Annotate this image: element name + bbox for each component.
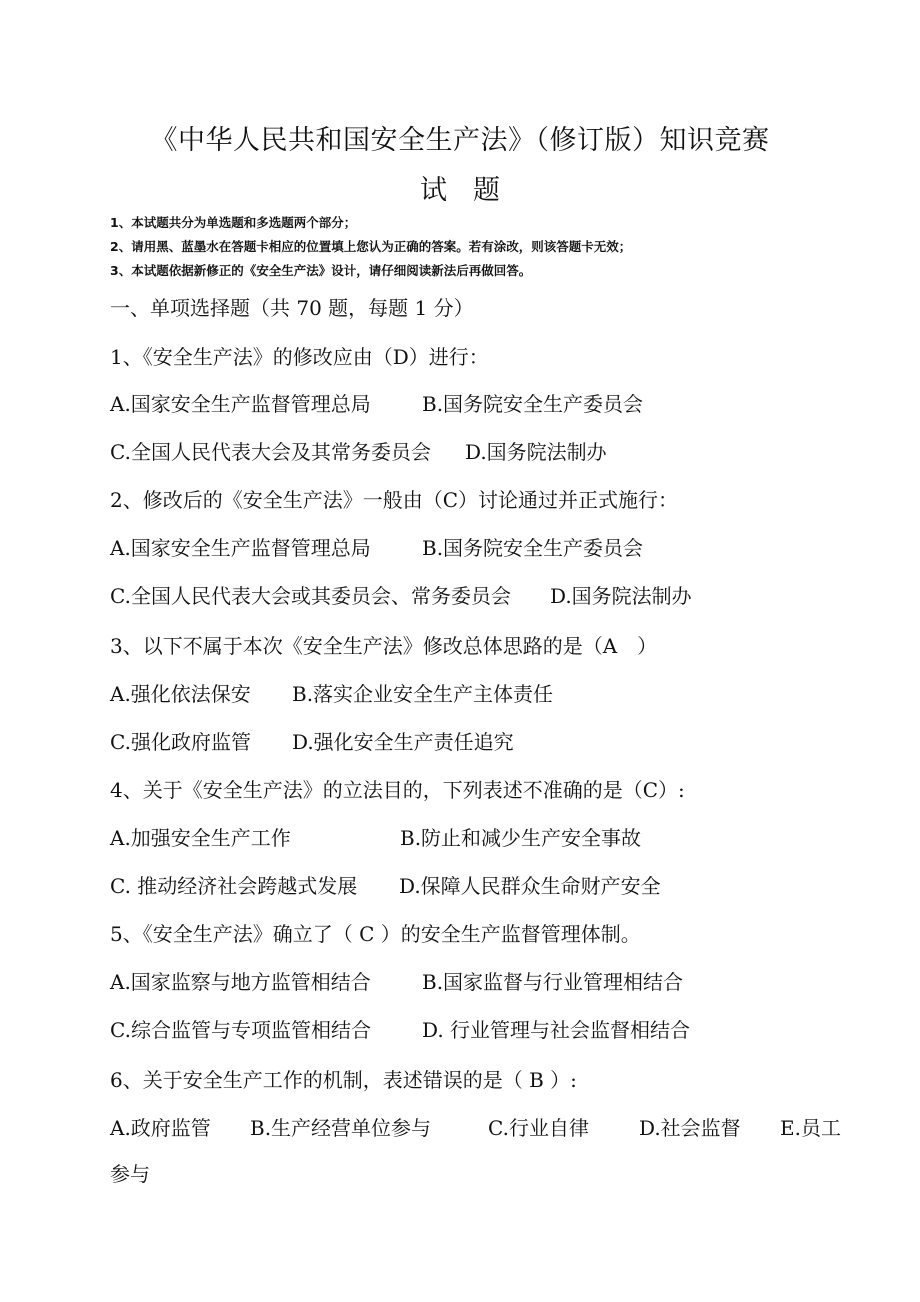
question-4: 4、关于《安全生产法》的立法目的，下列表述不准确的是（C）: (110, 778, 685, 802)
option: A.国家安全生产监督管理总局 (110, 392, 371, 416)
option: D.国务院法制办 (550, 584, 692, 608)
option: D.社会监督 (639, 1116, 741, 1140)
instruction-note-3: 3、本试题依据新修正的《安全生产法》设计，请仔细阅读新法后再做回答。 (110, 263, 532, 278)
document-subtitle: 试题 (420, 175, 526, 206)
question-4-options-row-2 (110, 870, 850, 900)
option: A.加强安全生产工作 (110, 826, 291, 850)
question-5-options-row-2 (110, 1014, 850, 1044)
question-6: 6、关于安全生产工作的机制，表述错误的是（ B ）: (110, 1068, 577, 1092)
question-3: 3、以下不属于本次《安全生产法》修改总体思路的是（A ） (110, 634, 658, 658)
option: E.员工 (780, 1116, 841, 1140)
question-2: 2、修改后的《安全生产法》一般由（C）讨论通过并正式施行： (110, 488, 679, 512)
instruction-note-1: 1、本试题共分为单选题和多选题两个部分； (110, 215, 357, 230)
option: C.行业自律 (488, 1116, 589, 1140)
option: B.国家监督与行业管理相结合 (422, 970, 684, 994)
option: C.综合监管与专项监管相结合 (110, 1018, 371, 1042)
option: B.国务院安全生产委员会 (422, 536, 644, 560)
option: C. 推动经济社会跨越式发展 (110, 874, 358, 898)
option: B.防止和减少生产安全事故 (400, 826, 642, 850)
question-3-options-row-1 (110, 678, 850, 708)
option: B.国务院安全生产委员会 (422, 392, 644, 416)
option: A.强化依法保安 (110, 682, 251, 706)
question-1-options-row-2 (110, 436, 850, 466)
question-4-options-row-1 (110, 822, 850, 852)
option: C.强化政府监管 (110, 730, 251, 754)
question-5-options-row-1 (110, 966, 850, 996)
document-title: 《中华人民共和国安全生产法》（修订版）知识竞赛 (150, 125, 770, 156)
instruction-note-2: 2、请用黑、蓝墨水在答题卡相应的位置填上您认为正确的答案。若有涂改，则该答题卡无效； (110, 239, 632, 254)
question-1-options-row-1 (110, 388, 850, 418)
question-6-options-row-1 (110, 1112, 850, 1142)
question-5: 5、《安全生产法》确立了（ C ）的安全生产监督管理体制。 (110, 922, 641, 946)
question-1: 1、《安全生产法》的修改应由（D）进行： (110, 345, 489, 369)
section-heading: 一、单项选择题（共 70 题，每题 1 分） (110, 296, 474, 320)
question-2-options-row-1 (110, 532, 850, 562)
question-3-options-row-2 (110, 726, 850, 756)
question-2-options-row-2 (110, 580, 850, 610)
option: D. 行业管理与社会监督相结合 (422, 1018, 691, 1042)
option: A.国家安全生产监督管理总局 (110, 536, 371, 560)
option: A.国家监察与地方监管相结合 (110, 970, 371, 994)
option: D.国务院法制办 (465, 440, 607, 464)
option: A.政府监管 (110, 1116, 211, 1140)
question-6-option-wrap: 参与 (110, 1162, 150, 1186)
option: C.全国人民代表大会或其委员会、常务委员会 (110, 584, 511, 608)
option: B.落实企业安全生产主体责任 (292, 682, 554, 706)
option: D.强化安全生产责任追究 (292, 730, 514, 754)
option: C.全国人民代表大会及其常务委员会 (110, 440, 431, 464)
option: B.生产经营单位参与 (250, 1116, 432, 1140)
option: D.保障人民群众生命财产安全 (399, 874, 661, 898)
